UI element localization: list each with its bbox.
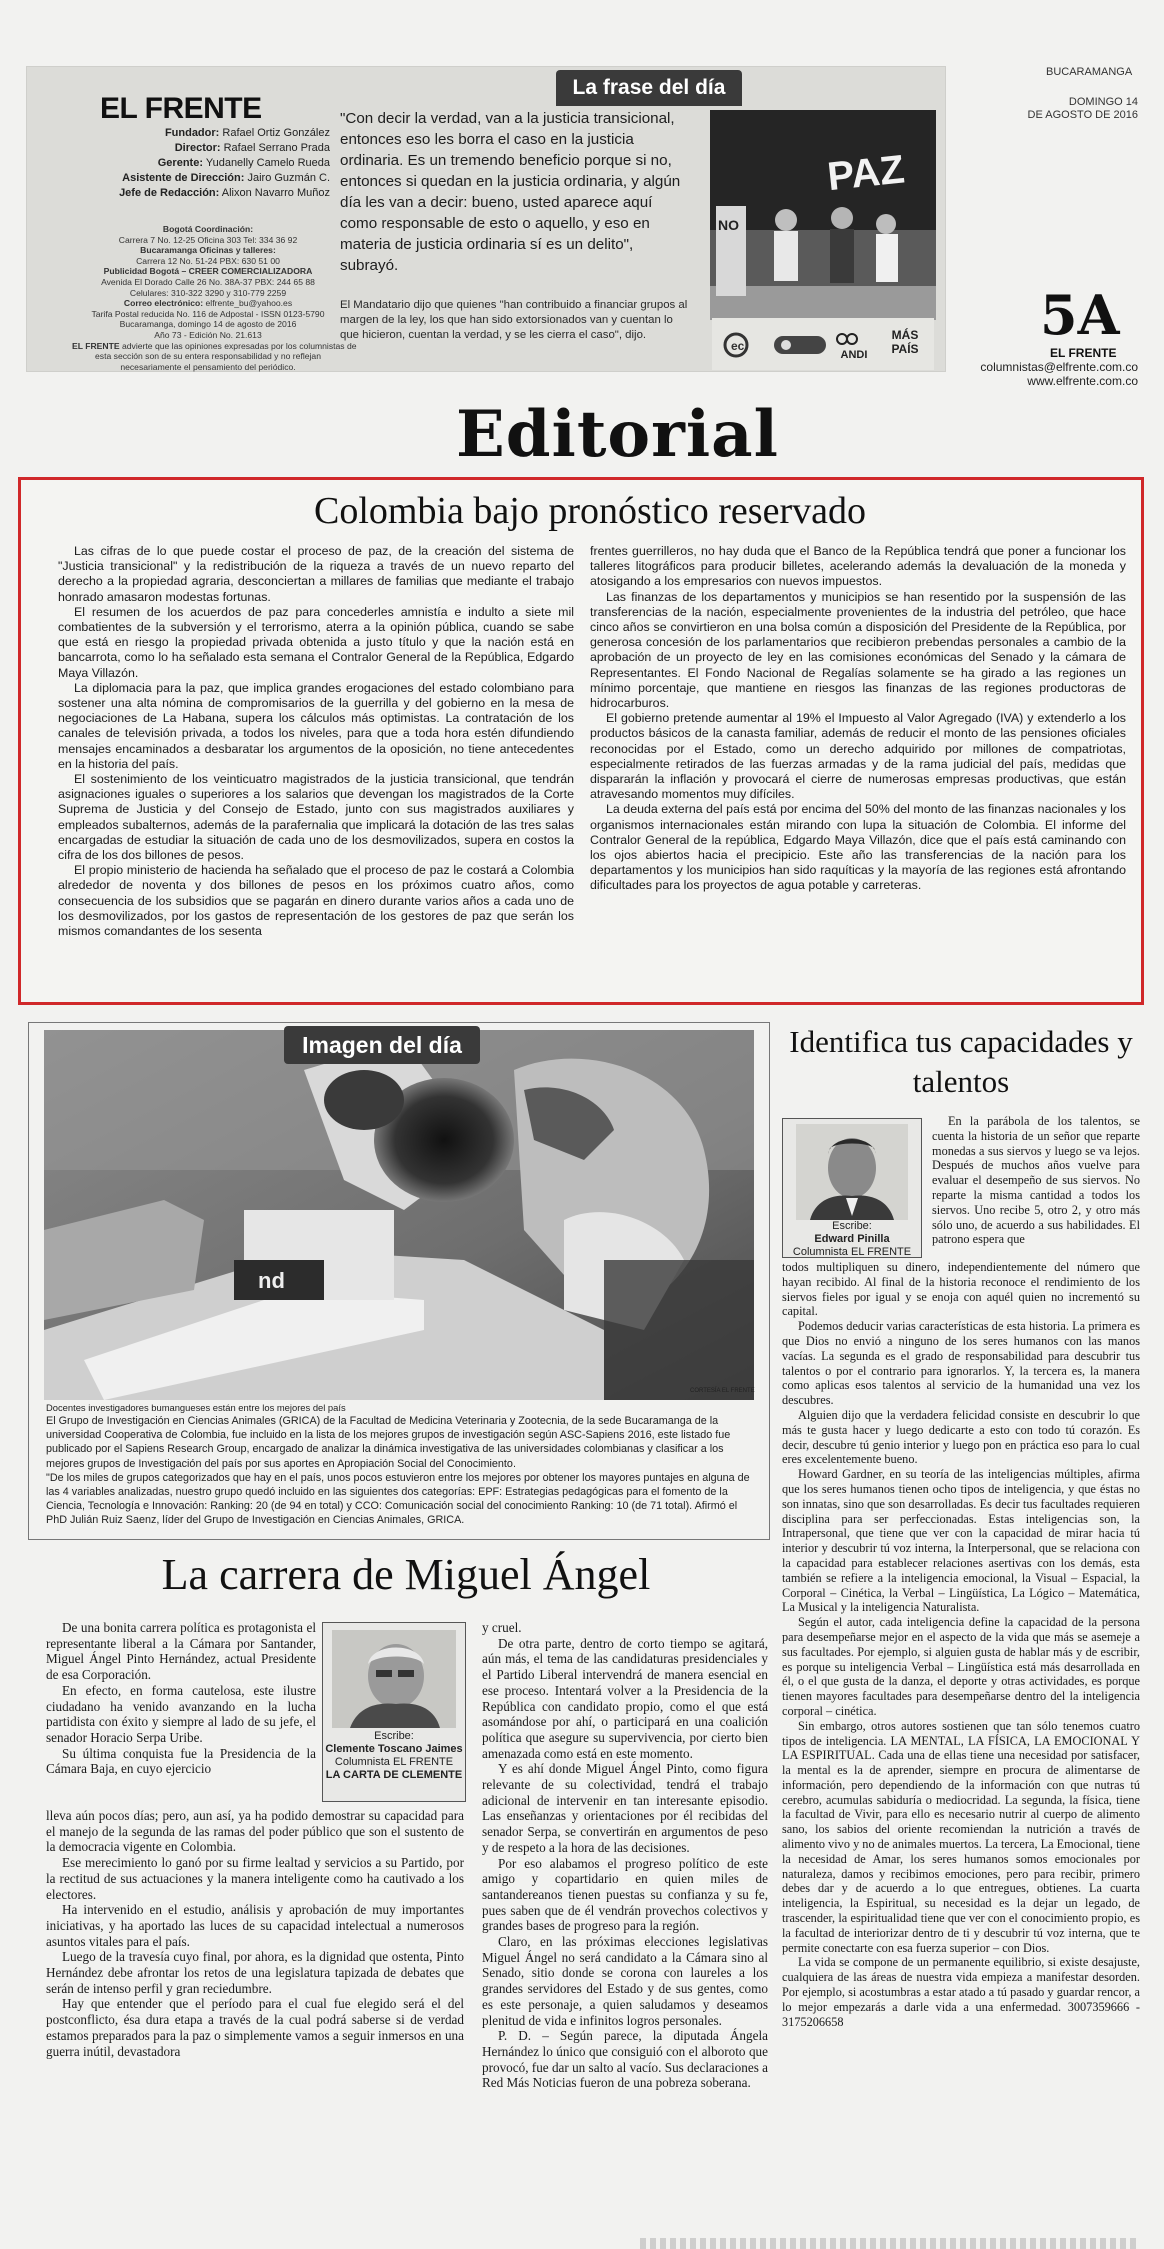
staff-row: Gerente: Yudanelly Camelo Rueda [157, 157, 330, 169]
editorial-column-1 [58, 544, 574, 939]
paragraph: Su última conquista fue la Presidencia de la Cámara Baja, en cuyo ejercicio [46, 1745, 316, 1777]
talentos-title: Identifica tus capacidades y talentos [789, 1024, 1133, 1099]
paragraph: En efecto, en forma cautelosa, este ilustre ciudadano ha venido avanzando en la lucha partidista con éxito y siempre al lado de su jefe, el senador Horacio Serpa Uribe. [46, 1682, 316, 1745]
paragraph: Las cifras de lo que puede costar el proceso de paz, de la creación del sistema de "Justicia transicional" y la redistribución de la riqueza a través de un nuevo reparto del derecho a la propiedad agraria, desconciertan a millares de familias que mediante el trabajo honrado amasaron modestas fortunas. [58, 544, 574, 604]
paragraph: De una bonita carrera política es protagonista el representante liberal a la Cámara por Santander, Miguel Ángel Pinto Hernández, actual Presidente de esa Corporación. [46, 1620, 316, 1683]
frase-photo [710, 110, 936, 320]
edition-date [1018, 96, 1138, 122]
page-number: 5A [1040, 283, 1120, 347]
imprint-row: Bogotá Coordinación: [162, 224, 254, 234]
edition-date-line2: DE AGOSTO DE 2016 [1027, 109, 1138, 121]
paragraph: Ese merecimiento lo ganó por su firme lealtad y servicios a su Partido, por la rectitud de sus actuaciones y la manera inteligente como ha cautivado a los electores. [46, 1855, 464, 1902]
sponsor-logos [712, 318, 934, 370]
imprint [72, 224, 357, 372]
paragraph: Ha intervenido en el estudio, análisis y aprobación de muy importantes iniciativas, y ha aportado las luces de su capacidad intelectual a numerosos asuntos vitales para el país. [46, 1902, 464, 1949]
byline-author: Edward Pinilla [814, 1233, 890, 1245]
miguel-byline [324, 1730, 464, 1782]
talentos-byline [784, 1220, 920, 1259]
svg-text:ec: ec [731, 339, 745, 353]
byline-role: Columnista EL FRENTE [792, 1246, 912, 1258]
talentos-column-a [932, 1114, 1140, 1247]
miguel-column-1 [46, 1808, 464, 2059]
paragraph: De otra parte, dentro de corto tiempo se agitará, aún más, el tema de las candidaturas presidenciales y el Partido Liberal intervendrá de manera esencial en ese proceso. Intentará volver a la Presidencia de la República con candidato propio, como el que está asomándose por ahí, o participará en una coalición política que asegure su supervivencia, por cierto bien amenazada como está en este momento. [482, 1635, 768, 1761]
paragraph: La deuda externa del país está por encima del 50% del monto de las finanzas nacionales y los organismos internacionales están mirando con lupa la situación de Colombia. El informe del Contralor General de la república, Edgardo Maya Villazón, dice que el país está caminando con los ojos abiertos hacia el precipicio. Este año las transferencias de la nación para los departamentos y los municipios han sido raquíticas y la mayoría de las regiones está afrontando dificultades para los proyectos de agua potable y carreteras. [590, 802, 1126, 893]
imprint-row: Publicidad Bogotá – CREER COMERCIALIZADORA [103, 266, 313, 277]
frase-body: El Mandatario dijo que quienes "han contribuido a financiar grupos al margen de la ley, los que han sido extorsionados van y cuentan lo que hicieron, cuentan la verdad, y se les cierra el caso", dijo. [340, 299, 688, 341]
andi-logo [832, 332, 876, 361]
microscope-scene [44, 1030, 754, 1400]
paragraph: Alguien dijo que la verdadera felicidad consiste en descubrir lo que más te gusta hacer y luego dedicarte a esto con todo tú corazón. Es decir, descubre tú genio interior y luego pon en práctica eso para lo cual eres excelentemente bueno. [782, 1407, 1140, 1467]
paragraph: Las finanzas de los departamentos y municipios se han resentido por la suspensión de las transferencias de la nación, especialmente provenientes de la industria del petróleo, que hace cinco años se convirtieron en una bolsa común a disposición del Presidente de la República, por generosa concesión de los parlamentarios que recibieron prebendas personales a cambio de la aprobación de un proyecto de ley en las comisiones económicas del Senado y la cámara de Representantes. El Fondo Nacional de Regalías solamente se ha girado a las regiones un mínimo porcentaje, que mantiene en riesgos las finanzas de las regiones productoras de hidrocarburos. [590, 589, 1126, 711]
imagen-del-dia-photo [44, 1030, 754, 1400]
andi-logo-text: ANDI [840, 349, 868, 361]
paragraph: El propio ministerio de hacienda ha señalado que el proceso de paz le costará a Colombia alrededor de noventa y dos billones de pesos en los próximos cuatro años, como consecuencia de los subsidios que se pagarán en dinero durante varios años a cada uno de los desmovilizados, por los gastos de representación de los gestores de paz que serán los mismos comandantes de los sesenta [58, 863, 574, 939]
paragraph: todos multipliquen su dinero, independientemente del número que hayan recibido. Al final de la historia reconoce el rendimiento de los siervos fieles por igual y se enoja con aquél quien no incrementó su capital. [782, 1260, 1140, 1319]
imprint-row: Tarifa Postal reducida No. 116 de Adpostal - ISSN 0123-5790 [91, 308, 325, 319]
imprint-row: Año 73 - Edición No. 21.613 [154, 329, 262, 340]
talentos-column-b [782, 1260, 1140, 2029]
byline-author: Clemente Toscano Jaimes [325, 1743, 463, 1755]
frase-quote: "Con decir la verdad, van a la justicia transicional, entonces eso les borra el caso en la justicia ordinaria. Es un tremendo beneficio porque si no, entonces si quedan en la justicia ordinaria, y algún día les van a decir: bueno, usted aparece aquí como responsable de esto o aquello, y eso en materia de justicia ordinaria sí es un delito", subrayó. [340, 110, 681, 274]
paragraph: La vida se compone de un permanente equilibrio, si existe desajuste, cualquiera de las áreas de nuestra vida empieza a manifestar desorden. Por ejemplo, si acostumbras a estar atado a tú pasado y guardar rencor, a lo mejor empezarás a darle vida a una enfermedad. 3007359666 - 3175206658 [782, 1955, 1140, 2029]
photo-credit: CORTESÍA EL FRENTE [690, 1388, 755, 1394]
bottom-edge [640, 2238, 1140, 2249]
ec-logo [718, 332, 768, 358]
contact-website[interactable]: www.elfrente.com.co [1027, 374, 1138, 388]
paragraph: El gobierno pretende aumentar al 19% el Impuesto al Valor Agregado (IVA) y extenderlo a los productos básicos de la canasta familiar, además de reducir el monto de las pensiones oficiales reconocidas por el Estado, como un derecho adquirido por millones de compatriotas, especialmente retirados de las fuerzas armadas y de la rama judicial del país, medidas que dispararán la inflación y provocará el cierre de numerosas empresas productivas, que están atravesando momentos muy difíciles. [590, 711, 1126, 802]
byline-label: Escribe: [374, 1730, 414, 1742]
imprint-row: Carrera 12 No. 51-24 PBX: 630 51 00 [136, 255, 280, 266]
frase-photo-scene [710, 110, 936, 320]
page-brand: EL FRENTE [1050, 346, 1117, 360]
miguel-title: La carrera de Miguel Ángel [161, 1550, 651, 1599]
edition-date-line1: DOMINGO 14 [1068, 96, 1138, 108]
imprint-row: Celulares: 310-322 3290 y 310-779 2259 [129, 287, 287, 298]
imagen-caption-title: Docentes investigadores bumangueses están entre los mejores del país [46, 1402, 346, 1413]
masthead-title: EL FRENTE [100, 92, 262, 125]
imprint-row: esta sección son de su entera responsabilidad y no reflejan [95, 351, 321, 362]
imprint-row: Carrera 7 No. 12-25 Oficina 303 Tel: 334 36 92 [118, 234, 298, 245]
paragraph: Podemos deducir varias características de esta historia. La primera es que Dios no envió a ninguno de los seres humanos con las manos vacías. La segunda es el grado de responsabilidad para descubrir tus talentos o por el contrario para ignorarlos. Y, la tercera es, la manera como aplicas esos talentos al servicio de la humanidad una vez los descubres. [782, 1319, 1140, 1408]
talentos-author-photo [796, 1124, 908, 1220]
imprint-row: Bucaramanga, domingo 14 de agosto de 2016 [119, 319, 297, 330]
imagen-caption-para: El Grupo de Investigación en Ciencias Animales (GRICA) de la Facultad de Medicina Veterinaria y Zootecnia, de la sede Bucaramanga de la universidad Cooperativa de Colombia, fue incluido en la lista de los mejores grupos de investigación según ASC-Sapiens 2016, este listado fue publicado por el Sapiens Research Group, encargado de analizar la dinámica investigativa de las universidades colombianas y clasificar a los mejores grupos de Investigación del país por sus aportes en Apropiación Social del Conocimiento. [46, 1415, 731, 1470]
paragraph: Sin embargo, otros autores sostienen que tan sólo tenemos cuatro tipos de inteligencia. LA MENTAL, LA FÍSICA, LA EMOCIONAL Y LA ESPIRITUAL. Cada una de ellas tiene una necesidad por satisfacer, la mental es la de aprender, siempre en procura de alimentarse de información, pero dependiendo de la información con que nutras tú cerebro, acumulas sabiduría o mediocridad. La segunda, la física, tiene la facultad de Vivir, para ello es necesario nutrir al cuerpo de alimento sano, los sabios del oriente recomiendan la nutrición a través de alimento vivo y no de animales muertos. La tercera, La Emocional, tiene la necesidad de Amar, los seres humanos somos emocionales por naturaleza, damos y recibimos emociones, pero para recibir, primero debes dar y de acuerdo a lo que entregues, obtienes. La cuarta inteligencia, la Espiritual, su necesidad es la dejar un legado, de trascender, la espiritualidad tiene que ver con el conocimiento propio, es la facultad de interiorizar dentro de ti y descubrir tú voz interna, que te permite conectarte con esa fuerza superior – con Dios. [782, 1718, 1140, 1955]
paragraph: P. D. – Según parece, la diputada Ángela Hernández lo único que consiguió con el alboroto que provocó, fue dar un salto al vacío. Sus declaraciones a Red Más Noticias fueron de una pobreza soberana. [482, 2028, 768, 2091]
editorial-column-2 [590, 544, 1126, 894]
byline-label: Escribe: [832, 1220, 872, 1232]
staff-list [60, 126, 330, 201]
byline-role: Columnista EL FRENTE [334, 1756, 454, 1768]
staff-row: Jefe de Redacción: Alixon Navarro Muñoz [119, 187, 330, 199]
imprint-row: necesariamente el pensamiento del periódico. [120, 361, 296, 372]
svg-text:NO: NO [718, 217, 739, 233]
paragraph: Por eso alabamos el progreso político de este amigo y copartidario en quien miles de santandereanos tienen puestas su confianza y su fe, pues saben que de él vendrán provechos colectivos y grandes bases de progreso para la región. [482, 1855, 768, 1934]
colombia-logo [772, 332, 828, 358]
mas-pais-logo: MÁS PAÍS [891, 328, 919, 356]
paragraph: El sostenimiento de los veinticuatro magistrados de la justicia transicional, que tendrán asignaciones iguales o superiores a los salarios que devengan los magistrados de la Corte Suprema de Justicia y del Consejo de Estado, junto con sus magistrados auxiliares y empleados subalternos, además de la parafernalia que implicará la dotación de las tres salas encargadas de estudiar la situación de cada uno de los desmovilizados, supera en costos la cifra de los dos billones de pesos. [58, 772, 574, 863]
frase-photo-text: PAZ [825, 147, 907, 200]
imprint-row: Correo electrónico: elfrente_bu@yahoo.es [123, 298, 293, 309]
miguel-column-1-narrow [46, 1620, 316, 1777]
section-title: Editorial [456, 397, 779, 472]
paragraph: El resumen de los acuerdos de paz para concederles amnistía e indulto a siete mil combatientes de la subversión y el terrorismo, aterra a la opinión pública, cuando se sabe que está en riesgo la propiedad privada obtenida a justo título y que la nación está en bancarrota, como lo ha señalado esta semana el Contralor General de la República, Edgardo Maya Villazón. [58, 604, 574, 680]
editorial-title: Colombia bajo pronóstico reservado [314, 490, 866, 532]
paragraph: Hay que entender que el período para el cual fue elegido será el del postconflicto, ésa dura etapa a través de la cual podrá saberse si de verdad estamos preparados para la paz o simplemente vamos a seguir inmersos en una guerra inútil, devastadora [46, 1996, 464, 2059]
imagen-caption-para: "De los miles de grupos categorizados que hay en el país, unos pocos estuvieron entre los mejores por obtener los mayores puntajes en alguna de las 4 variables analizadas, nuestro grupo quedó incluido en las siguientes dos categorías: EPF: Estrategias pedagógicas para el fomento de la Ciencia, Tecnología e Innovación: Ranking: 20 (de 94 en total) y CCO: Comunicación social del conocimiento Ranking: 10 (de 71 total). Afirmó el PhD Julián Ruiz Saenz, líder del Grupo de Investigación en Ciencias Animales, GRICA. [46, 1471, 750, 1527]
paragraph: En la parábola de los talentos, se cuenta la historia de un señor que reparte monedas a sus siervos y luego se va lejos. Después de muchos años vuelve para evaluar el desempeño de sus siervos. No reparte la misma cantidad a todos los siervos. Uno recibe 5, otro 2, y otro más sólo uno, de acuerdo a sus habilidades. El patrono espera que [932, 1114, 1140, 1247]
paragraph: Y es ahí donde Miguel Ángel Pinto, como figura relevante de su colectividad, tendrá el trabajo adicional de intervenir en tan interesante episodio. Las enseñanzas y orientaciones por él recibidas del senador Serpa, se convertirán en argumentos de peso y de respeto a la hora de las decisiones. [482, 1761, 768, 1855]
paragraph: Según el autor, cada inteligencia define la capacidad de la persona para desempeñarse mejor en el aspecto de la vida que más se asemeje a sus facultades. Por ejemplo, si alguien gusta de hablar más y de escribir, es porque su inteligencia Verbal – Lingüística está más desarrollada en él, o el que gusta de la danza, el deporte y otras actividades, es porque tienen mayores facultades para desempeñarse dentro del la inteligencia corporal – cinética. [782, 1615, 1140, 1718]
edition-city: BUCARAMANGA [1046, 66, 1133, 78]
imprint-row: Avenida El Dorado Calle 26 No. 38A-37 PBX: 244 65 88 [101, 276, 315, 287]
paragraph: Howard Gardner, en su teoría de las inteligencias múltiples, afirma que los seres humanos tienen ocho tipos de inteligencia, y que éstas no son innatas, sino que son desarrolladas. Es decir tus facultades requieren disciplina para ser perfeccionadas. Estas inteligencias son, la Intrapersonal, que tiene que ver con la capacidad de mirar hacia tú interior y descubrir tú voz interna, la Interpersonal, que se relaciona con la capacidad para establecer relaciones asertivas con los demás, esta también se refiere a la inteligencia emocional, la Visual – Espacial, la Corporal – Cinética, la Verbal – Lingüística, La Lógico – Matemática, La Musical y la inteligencia Naturalista. [782, 1467, 1140, 1615]
paragraph: lleva aún pocos días; pero, aun así, ya ha podido demostrar su capacidad para el manejo de la segunda de las ramas del poder público que son el sustento de la democracia vigente en Colombia. [46, 1808, 464, 1855]
paragraph: Claro, en las próximas elecciones legislativas Miguel Ángel no será candidato a la Cámara sino al Senado, sitio donde se corona con laureles a los grandes servidores del Estado y de sus gentes, como es este personaje, a quien saludamos y deseamos plenitud de vida e infinitos logros personales. [482, 1934, 768, 2028]
staff-row: Director: Rafael Serrano Prada [174, 142, 330, 154]
miguel-author-photo [332, 1630, 456, 1728]
paragraph: La diplomacia para la paz, que implica grandes erogaciones del estado colombiano para sostener una alta nómina de compromisarios de la guerrilla y del gobierno en la mesa de negociaciones de La Habana, supera los cálculos más optimistas. La contratación de los canales de televisión privada, a todos los niveles, para que a toda hora estén difundiendo mensajes encaminados a desbaratar los argumentos de la oposición, no tiene antecedentes en la historia del país. [58, 680, 574, 771]
paragraph: Luego de la travesía cuyo final, por ahora, es la dignidad que ostenta, Pinto Hernández debe afrontar los retos de una legislatura tapizada de debates que serán de intenso perfil y gran reciedumbre. [46, 1949, 464, 1996]
contact-email[interactable]: columnistas@elfrente.com.co [980, 360, 1138, 374]
imprint-row: EL FRENTE advierte que las opiniones expresadas por los columnistas de [72, 340, 357, 351]
paragraph: y cruel. [482, 1620, 522, 1635]
svg-text:nd: nd [258, 1268, 285, 1293]
page-contact [968, 360, 1138, 388]
frase-del-dia-title: La frase del día [556, 70, 742, 106]
staff-row: Fundador: Rafael Ortiz González [164, 127, 330, 139]
miguel-column-2 [482, 1620, 768, 2091]
byline-column: LA CARTA DE CLEMENTE [325, 1769, 463, 1781]
staff-row: Asistente de Dirección: Jairo Guzmán C. [122, 172, 330, 184]
imprint-row: Bucaramanga Oficinas y talleres: [140, 245, 276, 256]
imagen-caption [46, 1414, 758, 1528]
imagen-del-dia-label: Imagen del día [284, 1026, 480, 1064]
paragraph: frentes guerrilleros, no hay duda que el Banco de la República tendrá que poner a funcionar los talleres litográficos para producir billetes, acelerando además la devaluación de la moneda y atosigando a los empresarios con nuevos impuestos. [590, 544, 1126, 589]
